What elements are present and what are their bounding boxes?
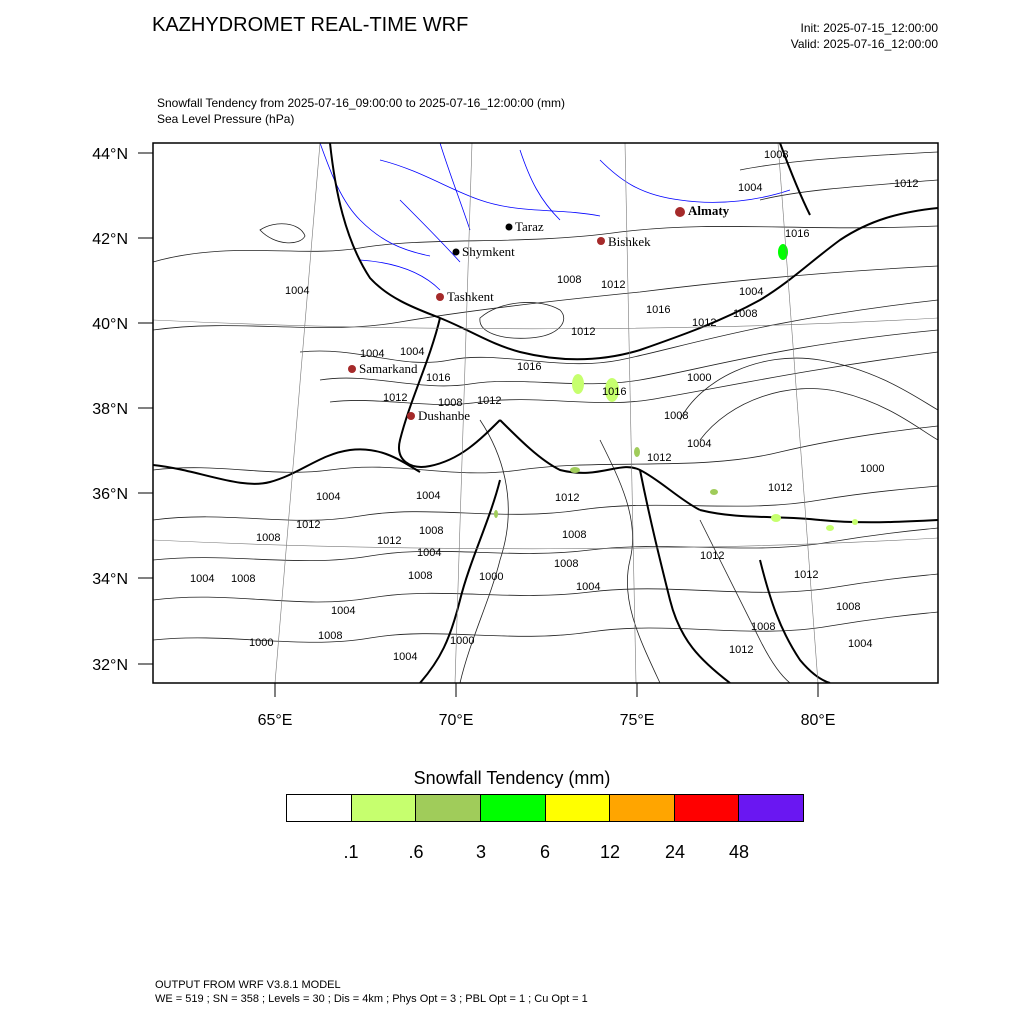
colorbar-label: 6 [539,842,551,862]
lon-label-80: 80°E [800,712,836,729]
contour-label: 1004 [738,182,763,194]
svg-text:Dushanbe: Dushanbe [418,408,470,423]
contour-label: 1012 [894,178,919,190]
colorbar-swatch [352,795,417,821]
contour-label: 1004 [416,490,441,502]
colorbar-swatch [481,795,546,821]
contour-label: 1000 [860,463,885,475]
init-time: Init: 2025-07-15_12:00:00 [800,21,938,35]
contour-label: 1012 [477,395,502,407]
contour-label: 1016 [785,228,810,240]
contour-label: 1008 [751,621,776,633]
contour-label: 1004 [360,348,385,360]
contour-label: 1004 [316,491,341,503]
footer-config: WE = 519 ; SN = 358 ; Levels = 30 ; Dis = 4km ; Phys Opt = 3 ; PBL Opt = 1 ; Cu Opt = 1 [155,993,588,1005]
colorbar-label: 48 [728,842,750,862]
lat-label-38: 38°N [92,401,128,418]
colorbar-label: .1 [343,842,359,862]
contour-label: 1008 [554,558,579,570]
colorbar-swatch [610,795,675,821]
contour-label: 1008 [256,532,281,544]
contour-label: 1012 [377,535,402,547]
lon-label-65: 65°E [257,712,293,729]
contour-label: 1004 [739,286,764,298]
colorbar-swatch [675,795,740,821]
page-title: KAZHYDROMET REAL-TIME WRF [152,14,469,36]
colorbar-label: 12 [599,842,621,862]
lat-label-42: 42°N [92,231,128,248]
svg-text:Shymkent: Shymkent [462,244,515,259]
contour-label: 1008 [664,410,689,422]
colorbar-label: .6 [408,842,424,862]
contour-label: 1008 [733,308,758,320]
lat-label-34: 34°N [92,571,128,588]
colorbar-swatch [739,795,803,821]
colorbar-label: 3 [475,842,487,862]
contour-label: 1012 [692,317,717,329]
contour-label: 1008 [408,570,433,582]
contour-label: 1004 [331,605,356,617]
contour-label: 1008 [438,397,463,409]
lon-label-70: 70°E [438,712,474,729]
contour-label: 1000 [450,635,475,647]
contour-label: 1004 [393,651,418,663]
lat-label-36: 36°N [92,486,128,503]
colorbar-swatch [546,795,611,821]
contour-label: 1008 [836,601,861,613]
contour-label: 1008 [419,525,444,537]
contour-label: 1016 [602,386,627,398]
colorbar-title: Snowfall Tendency (mm) [413,768,611,788]
contour-label: 1000 [479,571,504,583]
contour-label: 1012 [768,482,793,494]
contour-label: 1000 [687,372,712,384]
contour-label: 1016 [646,304,671,316]
valid-time: Valid: 2025-07-16_12:00:00 [790,37,938,51]
contour-label: 1008 [764,149,789,161]
contour-label: 1004 [190,573,215,585]
contour-label: 1008 [557,274,582,286]
contour-subtitle: Sea Level Pressure (hPa) [157,112,295,126]
svg-text:Almaty: Almaty [688,203,730,218]
lon-label-75: 75°E [619,712,655,729]
colorbar-swatch [416,795,481,821]
contour-label: 1012 [601,279,626,291]
contour-label: 1004 [417,547,442,559]
lat-label-40: 40°N [92,316,128,333]
contour-label: 1012 [794,569,819,581]
city-samarkand [348,361,418,376]
contour-label: 1016 [517,361,542,373]
contour-label: 1012 [647,452,672,464]
colorbar-label: 24 [664,842,686,862]
svg-text:Bishkek: Bishkek [608,234,651,249]
map-background [153,143,938,683]
svg-text:Samarkand: Samarkand [359,361,418,376]
contour-label: 1008 [231,573,256,585]
contour-label: 1004 [576,581,601,593]
contour-label: 1004 [848,638,873,650]
svg-text:Taraz: Taraz [515,219,544,234]
colorbar [286,794,804,822]
contour-label: 1004 [285,285,310,297]
footer-model: OUTPUT FROM WRF V3.8.1 MODEL [155,979,341,991]
contour-label: 1012 [700,550,725,562]
contour-label: 1004 [400,346,425,358]
city-shymkent [453,244,516,259]
field-subtitle: Snowfall Tendency from 2025-07-16_09:00:00 to 2025-07-16_12:00:00 (mm) [157,96,566,110]
contour-label: 1012 [555,492,580,504]
contour-label: 1016 [426,372,451,384]
contour-label: 1000 [249,637,274,649]
lat-label-44: 44°N [92,146,128,163]
lat-label-32: 32°N [92,657,128,674]
contour-label: 1004 [687,438,712,450]
contour-label: 1012 [571,326,596,338]
contour-label: 1008 [318,630,343,642]
colorbar-swatch [287,795,352,821]
contour-label: 1012 [383,392,408,404]
contour-label: 1012 [296,519,321,531]
contour-label: 1012 [729,644,754,656]
svg-text:Tashkent: Tashkent [447,289,494,304]
contour-label: 1008 [562,529,587,541]
